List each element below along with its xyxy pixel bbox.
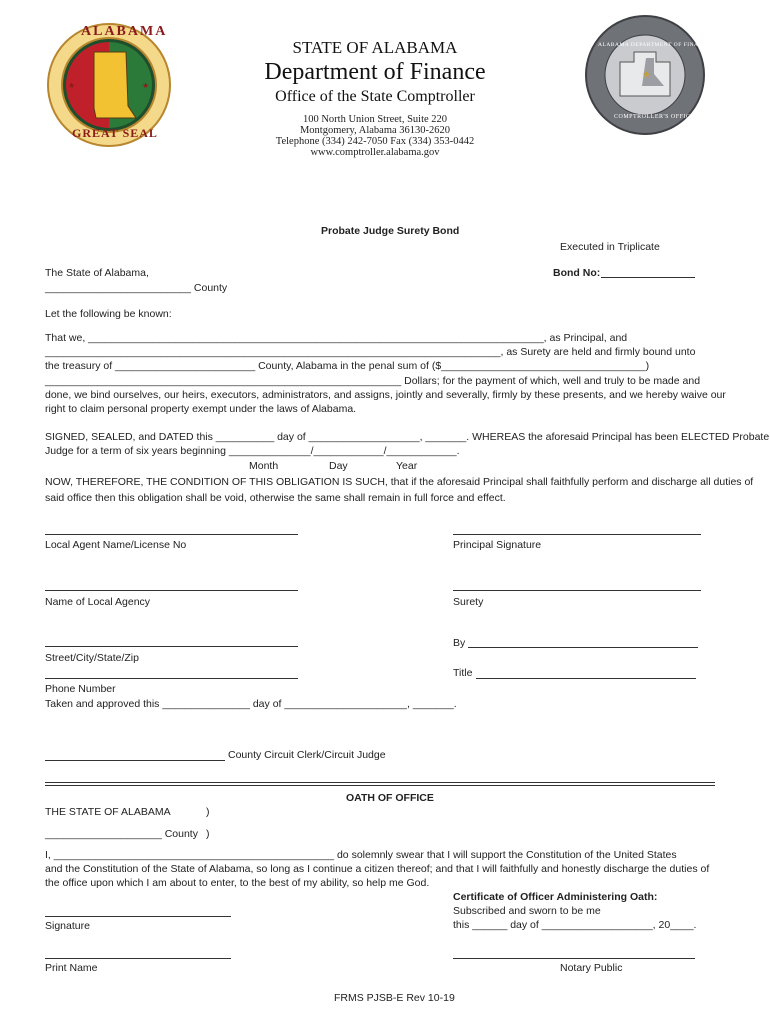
dollars-line[interactable]: _____________________________________________________________ Dollars; for the payment of which, well and truly to be made and	[45, 375, 701, 387]
subscribed-text: Subscribed and sworn to be me	[453, 905, 601, 917]
bond-no-label: Bond No:	[553, 267, 601, 279]
svg-text:★: ★	[68, 81, 76, 90]
approved-line[interactable]: Taken and approved this _______________ day of _____________________, _______.	[45, 698, 457, 710]
seal-bottom-text: COMPTROLLER'S OFFICE	[614, 114, 695, 120]
website: www.comptroller.alabama.gov	[310, 147, 440, 158]
oath-constitution: and the Constitution of the State of Alabama, so long as I continue a citizen thereof; and that I will faithfully and honestly discharge the duties of	[45, 863, 710, 875]
address-line-2: Montgomery, Alabama 36130-2620	[299, 125, 451, 136]
seal-top-text: ALABAMA	[81, 24, 168, 39]
signed-line[interactable]: SIGNED, SEALED, and DATED this __________ day of ___________________, _______. WHEREAS the aforesaid Principal has been ELECTED Probate	[45, 431, 770, 443]
condition-text: NOW, THEREFORE, THE CONDITION OF THIS OBLIGATION IS SUCH, that if the aforesaid Principal shall faithfully perform and discharge all duties of	[45, 476, 754, 488]
principal-signature-label: Principal Signature	[453, 539, 542, 551]
year-label: Year	[396, 460, 418, 472]
state-title: STATE OF ALABAMA	[292, 38, 458, 57]
print-name-label: Print Name	[45, 962, 98, 974]
signature-label: Signature	[45, 920, 90, 932]
title-label: Title	[453, 667, 473, 679]
oath-name-line[interactable]: I, ________________________________________________ do solemnly swear that I will support the Constitution of the United States	[45, 849, 677, 861]
surety-label: Surety	[453, 596, 484, 608]
svg-text:★: ★	[642, 70, 651, 81]
certificate-title: Certificate of Officer Administering Oath:	[453, 891, 658, 903]
dept-title: Department of Finance	[264, 59, 486, 85]
oath-state: THE STATE OF ALABAMA	[45, 806, 171, 818]
oath-signature-line[interactable]	[45, 916, 231, 917]
county-field[interactable]: _________________________ County	[45, 282, 228, 294]
address-line-1: 100 North Union Street, Suite 220	[302, 114, 448, 125]
by-line[interactable]	[468, 647, 698, 648]
clerk-label: County Circuit Clerk/Circuit Judge	[228, 749, 386, 761]
street-line[interactable]	[45, 646, 298, 647]
bond-no-field[interactable]	[601, 277, 695, 278]
oath-county-field[interactable]: ____________________ County	[45, 828, 198, 840]
clerk-line[interactable]	[45, 760, 225, 761]
phone-line: Telephone (334) 242-7050 Fax (334) 353-0442	[275, 136, 475, 147]
notary-label: Notary Public	[560, 962, 623, 974]
agent-signature-line[interactable]	[45, 534, 298, 535]
header	[180, 38, 570, 158]
month-label: Month	[249, 460, 279, 472]
oath-office: the office upon which I am about to enter, to the best of my ability, so help me God.	[45, 877, 430, 889]
seal-bottom-text: GREAT SEAL	[72, 126, 158, 140]
oath-paren: )	[206, 828, 210, 840]
triplicate-note: Executed in Triplicate	[560, 241, 660, 253]
divider	[45, 782, 715, 783]
divider	[45, 785, 715, 786]
by-label: By	[453, 637, 466, 649]
oath-paren: )	[206, 806, 210, 818]
svg-text:★: ★	[142, 81, 150, 90]
street-label: Street/City/State/Zip	[45, 652, 139, 664]
phone-line-field[interactable]	[45, 678, 298, 679]
alabama-great-seal-icon	[46, 22, 172, 148]
known-text: Let the following be known:	[45, 308, 172, 320]
seal-top-text: ALABAMA DEPARTMENT OF FINANCE	[598, 42, 712, 48]
office-title: Office of the State Comptroller	[275, 88, 475, 105]
title-line[interactable]	[476, 678, 696, 679]
notary-line[interactable]	[453, 958, 695, 959]
agency-label: Name of Local Agency	[45, 596, 151, 608]
agency-line[interactable]	[45, 590, 298, 591]
print-name-line[interactable]	[45, 958, 231, 959]
comptroller-seal-icon	[584, 14, 712, 136]
oath-date-line[interactable]: this ______ day of ___________________, 20____.	[453, 919, 697, 931]
surety-signature-line[interactable]	[453, 590, 701, 591]
principal-signature-line[interactable]	[453, 534, 701, 535]
principal-line[interactable]: That we, ______________________________________________________________________________, as Principal, and	[45, 332, 628, 344]
surety-line[interactable]: ______________________________________________________________________________, as Surety are held and firmly bound unto	[45, 346, 696, 358]
term-line[interactable]: Judge for a term of six years beginning ______________/____________/____________.	[45, 445, 460, 457]
bind-text: done, we bind ourselves, our heirs, executors, administrators, and assigns, jointly and severally, firmly by these presents, and we hereby waive our	[45, 389, 726, 401]
oath-title: OATH OF OFFICE	[346, 792, 434, 804]
agent-label: Local Agent Name/License No	[45, 539, 187, 551]
treasury-line[interactable]: the treasury of ________________________ County, Alabama in the penal sum of ($___________________________________)	[45, 360, 650, 372]
form-number: FRMS PJSB-E Rev 10-19	[334, 992, 455, 1004]
state-of-label: The State of Alabama,	[45, 267, 149, 279]
form-title: Probate Judge Surety Bond	[321, 225, 460, 237]
phone-label: Phone Number	[45, 683, 116, 695]
day-label: Day	[329, 460, 348, 472]
exempt-text: right to claim personal property exempt under the laws of Alabama.	[45, 403, 357, 415]
void-text: said office then this obligation shall be void, otherwise the same shall remain in full force and effect.	[45, 492, 506, 504]
